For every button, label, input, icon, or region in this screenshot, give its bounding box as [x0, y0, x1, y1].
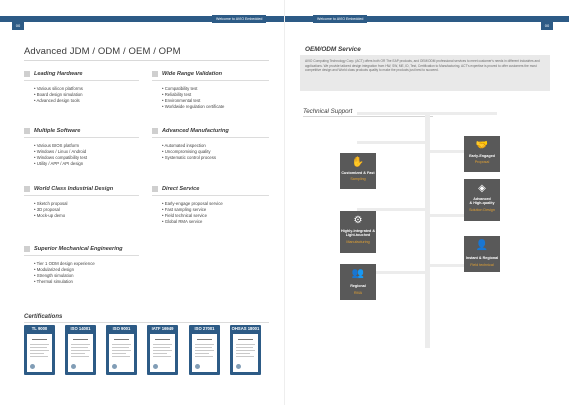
list-item: • Systematic control process: [162, 155, 216, 161]
list-item: • Reliability test: [162, 92, 224, 98]
people-icon: 👥: [351, 268, 365, 279]
certificate-document: [233, 334, 258, 372]
section-list-industrial-design: [34, 201, 68, 219]
certificate-document: [192, 334, 217, 372]
list-item: • Sketch proposal: [34, 201, 68, 207]
list-item: • Automated inspection: [162, 143, 216, 149]
support-box-subtitle: Sampling: [350, 177, 366, 181]
section-list-direct-service: [162, 201, 223, 225]
list-item: • Modularized design: [34, 267, 95, 273]
certificate-document: [68, 334, 93, 372]
certificate-document: [27, 334, 52, 372]
section-list-advanced-manufacturing: [162, 143, 216, 161]
support-box-title: Regional: [350, 284, 366, 288]
connector-branch: [357, 141, 425, 144]
section-title-leading-hardware: Leading Hardware: [34, 71, 83, 77]
list-item: • Various BIOS platform: [34, 143, 87, 149]
list-item: • Environmental test: [162, 98, 224, 104]
list-item: • Strength simulation: [34, 273, 95, 279]
handshake-icon: 🤝: [475, 140, 489, 151]
list-item: • Compatibility test: [162, 86, 224, 92]
list-item: • Tier 1 ODM design experience: [34, 261, 95, 267]
seal-icon: [236, 364, 241, 369]
support-box-field-technical: [464, 236, 500, 272]
section-marker: [152, 71, 158, 77]
seal-icon: [71, 364, 76, 369]
support-box-title: Early-Engaged: [469, 154, 495, 158]
section-marker: [152, 186, 158, 192]
support-box-subtitle: RMA: [353, 291, 363, 295]
oem-service-text: AVIO Computing Technology Corp. (ACT) offers both OR The EAP products, and OEM/ODM professional services to meet customer's needs in different industries and applications. We provide tailored design integration from HW, SW, ME, ID, Test, Certification to Manufacturing. ACT's expertise is proved to offer customers the most competitive design and World class products quality to make the products just best to succeed.: [305, 59, 540, 73]
section-title-wide-range-validation: Wide Range Validation: [162, 71, 223, 77]
section-rule: [152, 80, 269, 81]
certifications-title: Certifications: [24, 314, 63, 320]
support-box-regional-rma: [340, 264, 376, 300]
support-box-solution-design: [464, 179, 500, 221]
support-box-title: Customized & Fast: [341, 171, 375, 175]
machine-icon: ⚙: [353, 215, 363, 226]
page-number-left: 00: [12, 22, 24, 30]
certificate-label: ISO 27001: [194, 326, 215, 331]
certificate-label: ISO 14001: [70, 326, 91, 331]
support-box-manufacturing: [340, 211, 376, 253]
section-title-multiple-software: Multiple Software: [34, 128, 81, 134]
list-item: • Various silicon platforms: [34, 86, 83, 92]
support-box-subtitle: Proposal: [474, 160, 490, 164]
section-marker: [24, 71, 30, 77]
section-rule: [24, 137, 139, 138]
page-number-right: 00: [541, 22, 553, 30]
certificate-document: [109, 334, 134, 372]
connector-trunk: [425, 112, 430, 348]
header-label-left: Welcome to AVIO Embedded: [212, 15, 266, 23]
section-marker: [152, 128, 158, 134]
support-box-title-line2: & High-quality: [469, 201, 495, 205]
page-title: Advanced JDM / ODM / OEM / OPM: [24, 46, 181, 57]
certificate-label: OHSAS 18001: [231, 326, 260, 331]
support-box-title: Highly-integrated &: [340, 229, 375, 233]
hand-icon: ✋: [351, 157, 365, 168]
section-rule: [152, 137, 269, 138]
section-rule: [24, 255, 139, 256]
list-item: • Fast sampling service: [162, 207, 223, 213]
technical-support-rule: [303, 116, 433, 117]
list-item: • Windows / Linux / Android: [34, 149, 87, 155]
certificate-iso9001: [106, 325, 137, 375]
certificate-iatf16949: [147, 325, 178, 375]
support-box-title-line2: Light-touched: [345, 233, 371, 237]
certificate-label: ISO 9001: [112, 326, 131, 331]
section-rule: [24, 195, 139, 196]
list-item: • Worldwide regulation certificate: [162, 104, 224, 110]
certificate-document: [150, 334, 175, 372]
support-box-subtitle: Field technical: [470, 263, 494, 267]
section-marker: [24, 246, 30, 252]
page-divider: [284, 0, 285, 405]
list-item: • Utility / APP / API design: [34, 161, 87, 167]
seal-icon: [112, 364, 117, 369]
seal-icon: [195, 364, 200, 369]
support-box-title: Advanced: [473, 197, 491, 201]
section-list-leading-hardware: [34, 86, 83, 104]
section-title-mechanical-engineering: Superior Mechanical Engineering: [34, 246, 123, 252]
section-title-industrial-design: World Class Industrial Design: [34, 186, 114, 192]
list-item: • Board design simulation: [34, 92, 83, 98]
support-box-title: Instant & Regional: [465, 256, 499, 260]
list-item: • Early-engage proposal service: [162, 201, 223, 207]
oem-service-title: OEM/ODM Service: [305, 46, 361, 53]
list-item: • Mock-up demo: [34, 213, 68, 219]
list-item: • Global RMA service: [162, 219, 223, 225]
certificate-iso27001: [189, 325, 220, 375]
support-box-customized-sampling: [340, 153, 376, 189]
section-marker: [24, 128, 30, 134]
section-list-wide-range-validation: [162, 86, 224, 110]
certificate-label: IATF 16949: [151, 326, 174, 331]
certificate-label: TL 9000: [31, 326, 48, 331]
section-rule: [152, 195, 269, 196]
section-rule: [24, 80, 139, 81]
list-item: • 3D proposal: [34, 207, 68, 213]
list-item: • Thermal simulation: [34, 279, 95, 285]
section-list-mechanical-engineering: [34, 261, 95, 285]
section-marker: [24, 186, 30, 192]
person-icon: 👤: [475, 240, 489, 251]
technical-support-title: Technical Support: [303, 108, 353, 115]
seal-icon: [30, 364, 35, 369]
certificate-tl9000: [24, 325, 55, 375]
section-title-advanced-manufacturing: Advanced Manufacturing: [162, 128, 229, 134]
support-box-subtitle: Manufacturing: [346, 240, 370, 244]
support-box-subtitle: Solution Design: [469, 208, 495, 212]
section-list-multiple-software: [34, 143, 87, 167]
list-item: • Windows compatibility test: [34, 155, 87, 161]
connector-top: [357, 112, 497, 115]
solution-icon: ◈: [478, 183, 486, 194]
header-label-right: Welcome to AVIO Embedded: [313, 15, 367, 23]
section-title-direct-service: Direct Service: [162, 186, 200, 192]
list-item: • Uncompromising quality: [162, 149, 216, 155]
certifications-rule: [24, 322, 269, 323]
seal-icon: [153, 364, 158, 369]
certificate-iso14001: [65, 325, 96, 375]
list-item: • Advanced design tools: [34, 98, 83, 104]
certificate-ohsas18001: [230, 325, 261, 375]
title-rule: [24, 60, 269, 61]
list-item: • Field technical service: [162, 213, 223, 219]
support-box-early-engaged: [464, 136, 500, 172]
